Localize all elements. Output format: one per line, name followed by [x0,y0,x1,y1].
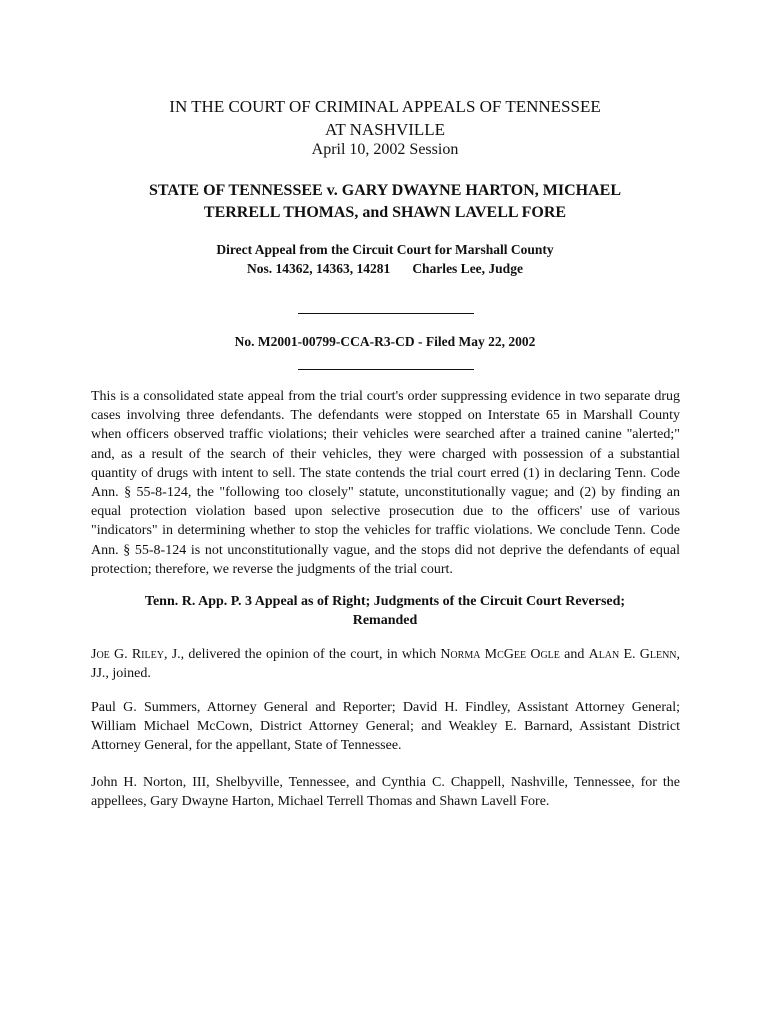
caption-line-1: STATE OF TENNESSEE v. GARY DWAYNE HARTON, MICHAEL [148,182,621,199]
trial-case-numbers: Nos. 14362, 14363, 14281 [247,261,391,276]
divider-bottom [298,369,474,370]
authoring-judge: Joe G. Riley [91,647,164,662]
authorship-text: , J., delivered the opinion of the court, in which [163,647,441,662]
divider-top [298,313,474,314]
trial-judge: Charles Lee, Judge [412,261,523,276]
caption-line-2: TERRELL THOMAS, and SHAWN LAVELL FORE [203,204,567,221]
holding [90,592,680,630]
case-numbers-line [90,259,680,278]
opinion-authorship [91,645,680,683]
docket-number: No. M2001-00799-CCA-R3-CD - Filed May 22, 2002 [234,334,536,349]
case-summary: This is a consolidated state appeal from the trial court's order suppressing evidence in two separate drug cases involving three defendants. The defendants were stopped on Interstate 65 in Marshall County when officers observed traffic violations; their vehicles were searched after a trained canine "alerted;" and, as a result of the search of their vehicles, they were charged with possession of a substantial quantity of drugs with intent to sell. The state contends the trial court erred (1) in declaring Tenn. Code Ann. § 55-8-124, the "following too closely" statute, unconstitutionally vague; and (2) by finding an equal protection violation based upon selective prosecution due to the officers' use of various "indicators" in determining whether to stop the vehicles for traffic violations. We conclude Tenn. Code Ann. § 55-8-124 is not unconstitutionally vague, and the stops did not deprive the defendants of equal protection; therefore, we reverse the judgments of the trial court. [91,389,680,577]
appeal-source: Direct Appeal from the Circuit Court for Marshall County [216,242,554,257]
joining-judge-1: Norma McGee Ogle [440,647,560,662]
court-location: AT NASHVILLE [324,120,446,139]
joined-text: , JJ., joined. [91,647,681,682]
conjunction-text: and [559,647,589,662]
case-caption [90,180,680,224]
court-name: IN THE COURT OF CRIMINAL APPEALS OF TENNESSEE [169,97,601,116]
counsel-appellees: John H. Norton, III, Shelbyville, Tennessee, and Cynthia C. Chappell, Nashville, Tennessee, for the appellees, Gary Dwayne Harton, Michael Terrell Thomas and Shawn Lavell Fore. [91,775,680,810]
session-date: April 10, 2002 Session [311,141,459,158]
counsel-appellant: Paul G. Summers, Attorney General and Reporter; David H. Findley, Assistant Attorney General; William Michael McCown, District Attorney General; and Weakley E. Barnard, Assistant District Attorney General, for the appellant, State of Tennessee. [91,700,680,754]
appeal-info [90,240,680,278]
court-heading [0,95,770,141]
holding-line-1: Tenn. R. App. P. 3 Appeal as of Right; Judgments of the Circuit Court Reversed; [144,594,626,609]
holding-line-2: Remanded [352,613,418,628]
joining-judge-2: Alan E. Glenn [588,647,677,662]
